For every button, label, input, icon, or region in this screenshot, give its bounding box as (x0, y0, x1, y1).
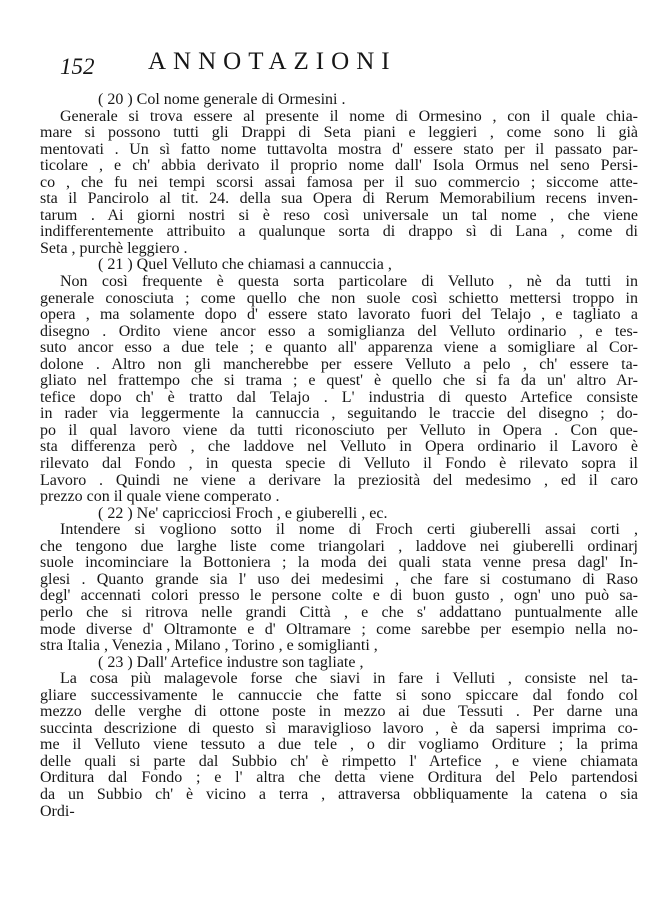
text-line: rilevato dal Fondo , in questa specie di Velluto il Fondo è rilevato sopra il (40, 456, 638, 473)
text-line: suto ancor esso a due tele ; e quanto all' apparenza viene a somigliare al Cor- (40, 340, 638, 357)
text-line: Seta , purchè leggiero . (40, 240, 188, 257)
text-line: glesi . Quanto grande sia l' uso dei medesimi , che fare si costumano di Raso (40, 571, 638, 588)
text-line: gliato nel frattempo che si trama ; e quest' è quello che si fa da un' altro Ar- (40, 373, 638, 390)
text-line: indifferentemente attribuito a qualunque sorta di drappo sì di Lana , come di (40, 224, 638, 241)
text-line: in rader via leggermente la cannuccia , seguitando le traccie del disegno ; do- (40, 406, 638, 423)
text-line: mare si possono tutti gli Drappi di Seta piani e leggieri , come sono li già (40, 125, 638, 142)
annotation-heading-20: ( 20 ) Col nome generale di Ormesini . (98, 92, 346, 108)
annotations-text (40, 92, 638, 837)
text-line: opera , ma solamente dopo d' essere stato lavorato fuori del Telajo , e tagliato a (40, 307, 638, 324)
annotation-heading-21: ( 21 ) Quel Velluto che chiamasi a cannuccia , (98, 257, 392, 274)
page-header (60, 48, 650, 88)
text-line: Intendere si vogliono sotto il nome di Froch certi giuberelli assai corti , (60, 522, 638, 539)
text-line: da un Subbio ch' è vicino a terra , attraversa obbliquamente la catena o sia (40, 786, 638, 803)
text-line: Generale si trova essere al presente il nome di Ormesino , con il quale chia- (60, 108, 638, 125)
text-line: Ordi- (40, 803, 75, 820)
text-line: mezzo delle verghe di ottone poste in mezzo ai due Tessuti . Per darne una (40, 704, 638, 721)
text-line: mode diverse d' Oltramonte e d' Oltramare ; come sarebbe per esempio nella no- (40, 621, 638, 638)
text-line: sta il Pancirolo al tit. 24. della sua Opera di Rerum Memorabilium recens inven- (40, 191, 638, 208)
page-number: 152 (60, 54, 95, 79)
text-line: Orditura dal Fondo ; e l' altra che detta viene Orditura del Pelo partendosi (40, 770, 638, 787)
text-line: po il qual lavoro viene da tutti riconosciuto per Velluto in Opera . Con que- (40, 422, 638, 439)
text-line: tarum . Ai giorni nostri si è reso così universale un tal nome , che viene (40, 207, 638, 224)
text-line: dolone . Altro non gli mancherebbe per essere Velluto a pelo , ch' essere ta- (40, 356, 638, 373)
text-line: Non così frequente è questa sorta particolare di Velluto , nè da tutti in (60, 274, 638, 291)
text-line: La cosa più malagevole forse che siavi in fare i Velluti , consiste nel ta- (60, 671, 638, 688)
text-line: suole incominciare la Bottoniera ; la moda dei quali stata venne presa dagl' In- (40, 555, 638, 572)
text-line: ticolare , e ch' abbia derivato il proprio nome dall' Isola Ormus nel seno Persi- (40, 158, 638, 175)
text-line: co , che fu nei tempi scorsi assai famosa per il suo commercio ; siccome atte- (40, 174, 638, 191)
text-line: mentovati . Un sì fatto nome tuttavolta mostra d' essere stato per il passato par- (40, 141, 638, 158)
text-line: generale conosciuta ; come quello che non suole così schietto mettersi troppo in (40, 290, 638, 307)
text-line: stra Italia , Venezia , Milano , Torino , e somiglianti , (40, 638, 378, 655)
text-line: delle quali si parte dal Subbio ch' è rimpetto l' Artefice , e viene chiamata (40, 753, 638, 770)
annotation-heading-22: ( 22 ) Ne' capricciosi Froch , e giuberelli , ec. (98, 505, 388, 522)
text-line: prezzo con il quale viene comperato . (40, 489, 280, 506)
text-line: Lavoro . Quindi ne viene a derivare la preziosità del medesimo , ed il caro (40, 472, 638, 489)
text-line: che tengono due larghe liste come triangolari , laddove nei giuberelli ordinarj (40, 538, 638, 555)
text-line: sta differenza però , che laddove nel Velluto in Opera ordinario il Lavoro è (40, 439, 638, 456)
text-line: tefice dopo ch' è tratto dal Telajo . L' industria di questo Artefice consiste (40, 389, 638, 406)
text-line: degl' accennati colori presso le persone colte e di buon gusto , ogn' uno può sa- (40, 588, 638, 605)
text-line: disegno . Ordito viene ancor esso a somiglianza del Velluto ordinario , e tes- (40, 323, 638, 340)
running-title: ANNOTAZIONI (148, 48, 397, 75)
catchword (40, 820, 638, 837)
text-line: succinta descrizione di questo sì maraviglioso lavoro , è da sapersi imprima co- (40, 720, 638, 737)
text-line: perlo che si ritrova nelle grandi Città , e che s' addattano puntualmente alle (40, 604, 638, 621)
text-line: me il Velluto viene tessuto a due tele , o dir vogliamo Orditure ; la prima (40, 737, 638, 754)
annotation-heading-23: ( 23 ) Dall' Artefice industre son tagliate , (98, 654, 364, 671)
text-line: gliare successivamente le cannuccie che fatte si sono spiccare dal fondo col (40, 687, 638, 704)
